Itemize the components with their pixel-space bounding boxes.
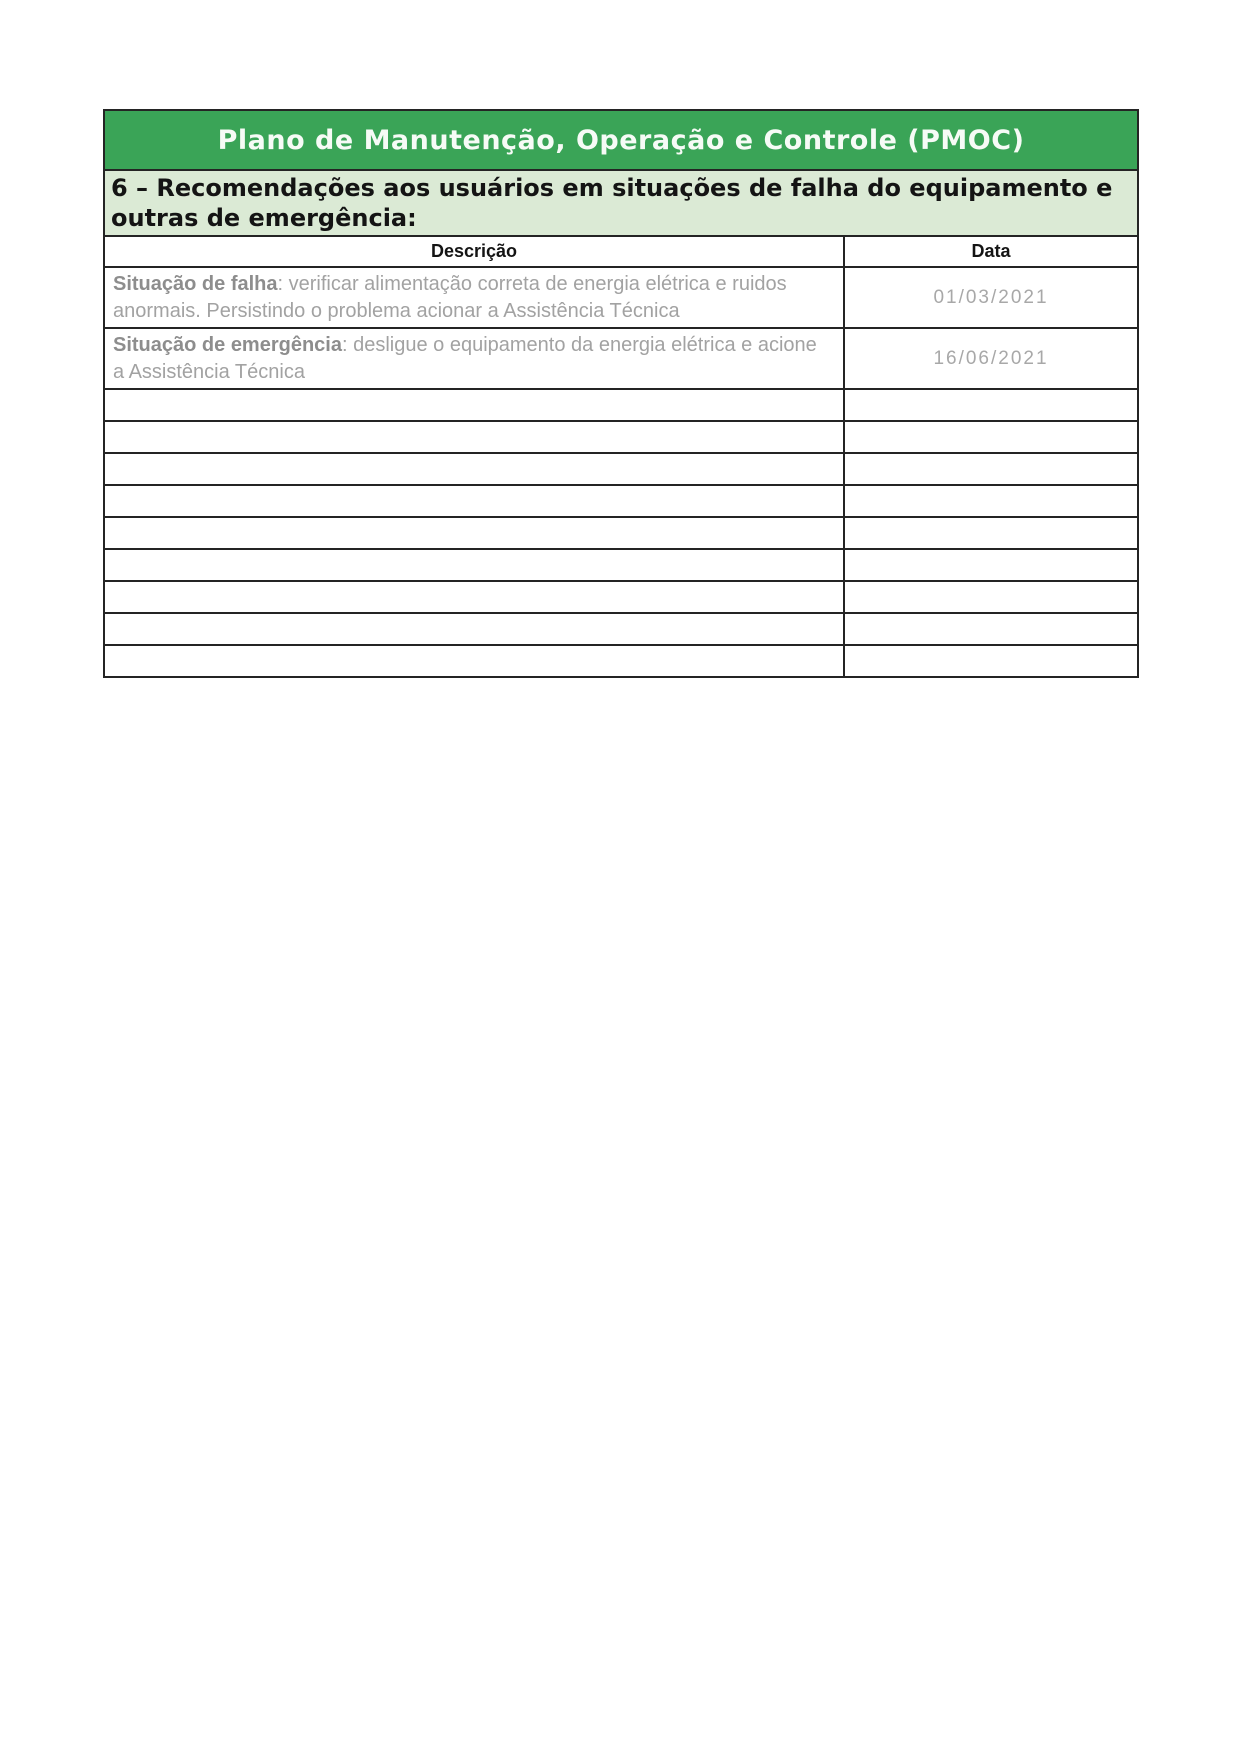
- row-date-falha: 01/03/2021: [844, 267, 1138, 328]
- empty-table-row: [104, 485, 1138, 517]
- empty-description-cell: [104, 613, 844, 645]
- empty-date-cell: [844, 453, 1138, 485]
- title-row: [104, 110, 1138, 170]
- table-body: [104, 110, 1138, 677]
- row-label-falha: Situação de falha: [113, 272, 278, 295]
- empty-description-cell: [104, 389, 844, 421]
- row-label-emergencia: Situação de emergência: [113, 333, 342, 356]
- empty-date-cell: [844, 581, 1138, 613]
- document-title: Plano de Manutenção, Operação e Controle (PMOC): [104, 110, 1138, 170]
- section-heading: 6 – Recomendações aos usuários em situações de falha do equipamento e outras de emergência:: [104, 170, 1138, 236]
- section-heading-row: [104, 170, 1138, 236]
- empty-description-cell: [104, 485, 844, 517]
- row-description-emergencia: : desligue o equipamento da energia elétrica e acione a Assistência Técnica: [113, 333, 817, 383]
- pmoc-table: [103, 109, 1139, 678]
- empty-date-cell: [844, 421, 1138, 453]
- column-header-data: Data: [844, 236, 1138, 267]
- empty-description-cell: [104, 549, 844, 581]
- description-cell: [104, 328, 844, 389]
- empty-table-row: [104, 517, 1138, 549]
- empty-date-cell: [844, 485, 1138, 517]
- empty-table-row: [104, 549, 1138, 581]
- column-header-row: [104, 236, 1138, 267]
- empty-table-row: [104, 453, 1138, 485]
- row-date-emergencia: 16/06/2021: [844, 328, 1138, 389]
- empty-date-cell: [844, 549, 1138, 581]
- empty-description-cell: [104, 581, 844, 613]
- empty-date-cell: [844, 389, 1138, 421]
- row-description-falha: : verificar alimentação correta de energia elétrica e ruidos anormais. Persistindo o problema acionar a Assistência Técnica: [113, 272, 787, 322]
- empty-date-cell: [844, 613, 1138, 645]
- table-row-emergencia: [104, 328, 1138, 389]
- empty-table-row: [104, 389, 1138, 421]
- empty-description-cell: [104, 421, 844, 453]
- empty-date-cell: [844, 517, 1138, 549]
- empty-date-cell: [844, 645, 1138, 677]
- table-row-falha: [104, 267, 1138, 328]
- empty-description-cell: [104, 645, 844, 677]
- empty-description-cell: [104, 453, 844, 485]
- empty-table-row: [104, 613, 1138, 645]
- empty-table-row: [104, 581, 1138, 613]
- empty-table-row: [104, 421, 1138, 453]
- column-header-descricao: Descrição: [104, 236, 844, 267]
- description-cell: [104, 267, 844, 328]
- empty-description-cell: [104, 517, 844, 549]
- empty-table-row: [104, 645, 1138, 677]
